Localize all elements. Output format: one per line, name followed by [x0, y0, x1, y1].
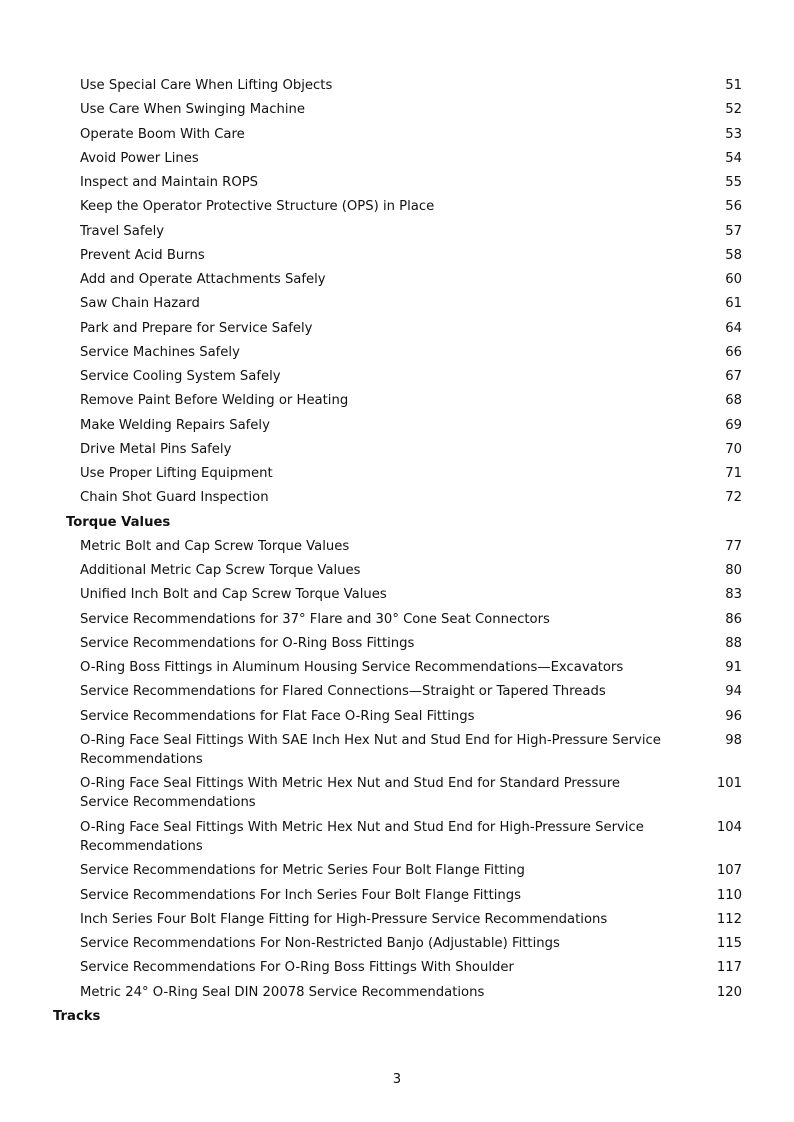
- toc-entry-page-number: 98: [725, 732, 742, 748]
- toc-entry-page-number: 91: [725, 660, 742, 675]
- toc-entry-title: Park and Prepare for Service Safely: [80, 320, 313, 336]
- toc-entry-page-number: 69: [725, 417, 742, 433]
- toc-entry-title: Operate Boom With Care: [80, 126, 245, 142]
- toc-entry-page-number: 72: [725, 490, 742, 506]
- toc-entry-page-number: 83: [725, 587, 742, 603]
- toc-entry-title: Metric Bolt and Cap Screw Torque Values: [80, 538, 350, 554]
- toc-entry-title: Drive Metal Pins Safely: [80, 441, 232, 457]
- toc-entry-title: Inch Series Four Bolt Flange Fitting for High-Pressure Service Recommendations: [80, 911, 608, 927]
- toc-entry-page-number: 54: [725, 150, 742, 166]
- toc-entry-title: O-Ring Face Seal Fittings With Metric Hex Nut and Stud End for Standard Pressure Service Recommendations: [80, 776, 621, 811]
- toc-entry-title: Prevent Acid Burns: [80, 247, 205, 263]
- toc-entry-page-number: 67: [725, 369, 742, 384]
- toc-entry-title: Use Care When Swinging Machine: [80, 102, 305, 118]
- page-number: 3: [392, 1072, 402, 1087]
- toc-entry-page-number: 66: [725, 344, 742, 360]
- toc-entry-title: O-Ring Boss Fittings in Aluminum Housing Service Recommendations—Excavators: [80, 660, 624, 675]
- toc-entry-page-number: 51: [725, 78, 742, 93]
- toc-entry-page-number: 112: [716, 911, 742, 927]
- toc-entry-title: Service Machines Safely: [80, 344, 240, 360]
- toc-entry-page-number: 86: [725, 611, 742, 627]
- toc-entry-title: Service Recommendations for Flared Connections—Straight or Tapered Threads: [80, 684, 606, 700]
- toc-entry-title: O-Ring Face Seal Fittings With SAE Inch Hex Nut and Stud End for High-Pressure Service Recommendations: [80, 732, 661, 767]
- toc-entry-page-number: 53: [725, 126, 742, 142]
- toc-entry-page-number: 58: [725, 247, 742, 263]
- toc-entry-title: Service Recommendations For O-Ring Boss Fittings With Shoulder: [80, 960, 514, 976]
- toc-entry-title: Service Recommendations for 37° Flare and 30° Cone Seat Connectors: [80, 611, 550, 627]
- toc-entry-title: Avoid Power Lines: [80, 150, 199, 166]
- toc-entry-title: O-Ring Face Seal Fittings With Metric Hex Nut and Stud End for High-Pressure Service Recommendations: [80, 819, 644, 854]
- toc-entry-title: Service Recommendations for Flat Face O-Ring Seal Fittings: [80, 708, 475, 724]
- toc-entry-page-number: 71: [725, 466, 742, 481]
- toc-entry-title: Additional Metric Cap Screw Torque Values: [80, 563, 361, 578]
- toc-entry-page-number: 57: [725, 223, 742, 239]
- toc-entry-page-number: 77: [725, 538, 742, 554]
- toc-entry-page-number: 52: [725, 102, 742, 118]
- toc-entry-title: Chain Shot Guard Inspection: [80, 490, 269, 506]
- toc-entry-page-number: 70: [725, 441, 742, 457]
- toc-section-heading: Torque Values: [66, 514, 171, 530]
- toc-entry-page-number: 96: [725, 708, 742, 724]
- toc-entry-title: Saw Chain Hazard: [80, 296, 200, 312]
- toc-entry-title: Unified Inch Bolt and Cap Screw Torque Values: [80, 587, 387, 603]
- toc-entry-title: Metric 24° O-Ring Seal DIN 20078 Service Recommendations: [80, 984, 485, 1000]
- toc-entry-title: Service Recommendations For Non-Restricted Banjo (Adjustable) Fittings: [80, 936, 560, 951]
- toc-entry-page-number: 61: [725, 296, 742, 312]
- toc-entry-page-number: 55: [725, 175, 742, 190]
- toc-entry-title: Remove Paint Before Welding or Heating: [80, 393, 349, 409]
- toc-entry-page-number: 120: [716, 984, 742, 1000]
- toc-entry-title: Use Special Care When Lifting Objects: [80, 78, 333, 93]
- toc-entry-page-number: 115: [716, 936, 742, 951]
- toc-entry-title: Service Recommendations For Inch Series Four Bolt Flange Fittings: [80, 887, 522, 903]
- toc-entry-page-number: 104: [716, 819, 742, 835]
- toc-entry-title: Use Proper Lifting Equipment: [80, 466, 273, 481]
- toc-entry-title: Travel Safely: [80, 223, 165, 239]
- toc-entry-page-number: 107: [716, 863, 742, 879]
- toc-entry-page-number: 101: [716, 776, 742, 792]
- toc-entry-title: Service Recommendations for O-Ring Boss Fittings: [80, 635, 415, 651]
- toc-entry-title: Inspect and Maintain ROPS: [80, 175, 259, 190]
- toc-entry-page-number: 80: [725, 563, 742, 578]
- toc-entry-page-number: 56: [725, 199, 742, 215]
- toc-entry-page-number: 88: [725, 635, 742, 651]
- toc-section-heading: Tracks: [53, 1008, 101, 1024]
- toc-entry-title: Service Cooling System Safely: [80, 369, 281, 384]
- toc-entry-title: Add and Operate Attachments Safely: [80, 272, 326, 287]
- toc-entry-page-number: 117: [716, 960, 742, 976]
- toc-entry-page-number: 94: [725, 684, 742, 700]
- toc-entry-page-number: 110: [716, 887, 742, 903]
- toc-entry-title: Keep the Operator Protective Structure (OPS) in Place: [80, 199, 435, 215]
- toc-entry-title: Service Recommendations for Metric Series Four Bolt Flange Fitting: [80, 863, 525, 879]
- toc-entry-page-number: 60: [725, 272, 742, 287]
- toc-entry-page-number: 68: [725, 393, 742, 409]
- toc-entry-page-number: 64: [725, 320, 742, 336]
- toc-entry-title: Make Welding Repairs Safely: [80, 417, 270, 433]
